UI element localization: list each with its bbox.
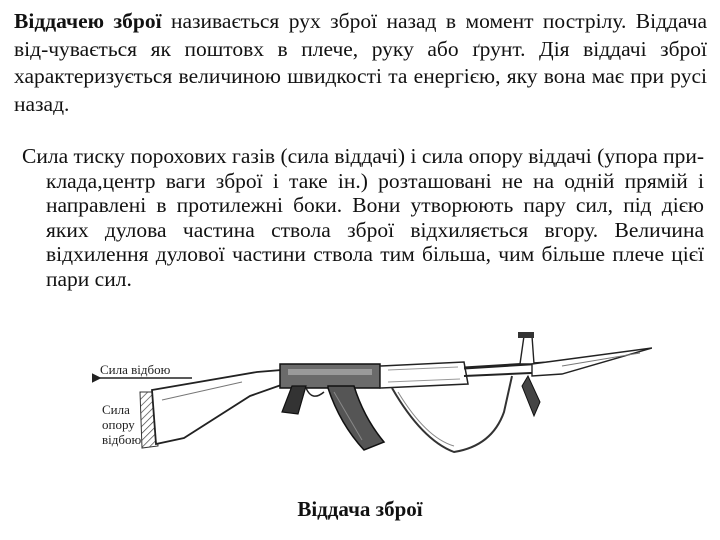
rifle-front-sight (520, 336, 534, 364)
term-recoil: Віддачею зброї (14, 9, 162, 33)
rifle-recoil-figure (92, 320, 652, 470)
rifle-receiver (280, 364, 380, 388)
paragraph-force-pair: Сила тиску порохових газів (сила віддачі) і сила опору віддачі (упора при-клада,центр ваги зброї і таке ін.) розташовані не на одній прямій і направлені в протилежні боки. Вони утворюють пару сил, під дією яких дулова частина ствола зброї відхиляється вгору. Величина відхилення дулової частини ствола тим більша, чим більше плече цієї пари сил. (22, 144, 704, 291)
figure-caption: Віддача зброї (297, 497, 423, 521)
rifle-sling (392, 376, 512, 452)
rifle-stock (152, 370, 284, 444)
label-resistance-line3: відбою (102, 432, 142, 447)
bayonet (532, 348, 652, 376)
label-resistance-force (102, 402, 141, 447)
label-resistance-line1: Сила (102, 402, 130, 417)
recoil-definition-text: називається рух зброї назад в момент пострілу. Віддача від-чувається як поштовх в плече, руку або ґрунт. Дія віддачі зброї характеризується величиною швидкості та енергією, яку вона має при русі назад. (14, 9, 708, 116)
label-recoil-force: Сила відбою (100, 362, 171, 377)
paragraph-recoil-definition (14, 8, 707, 118)
rifle-pistol-grip (282, 386, 306, 414)
label-resistance-line2: опору (102, 417, 135, 432)
rifle-drawing (92, 320, 652, 470)
rifle-handguard (380, 362, 468, 388)
